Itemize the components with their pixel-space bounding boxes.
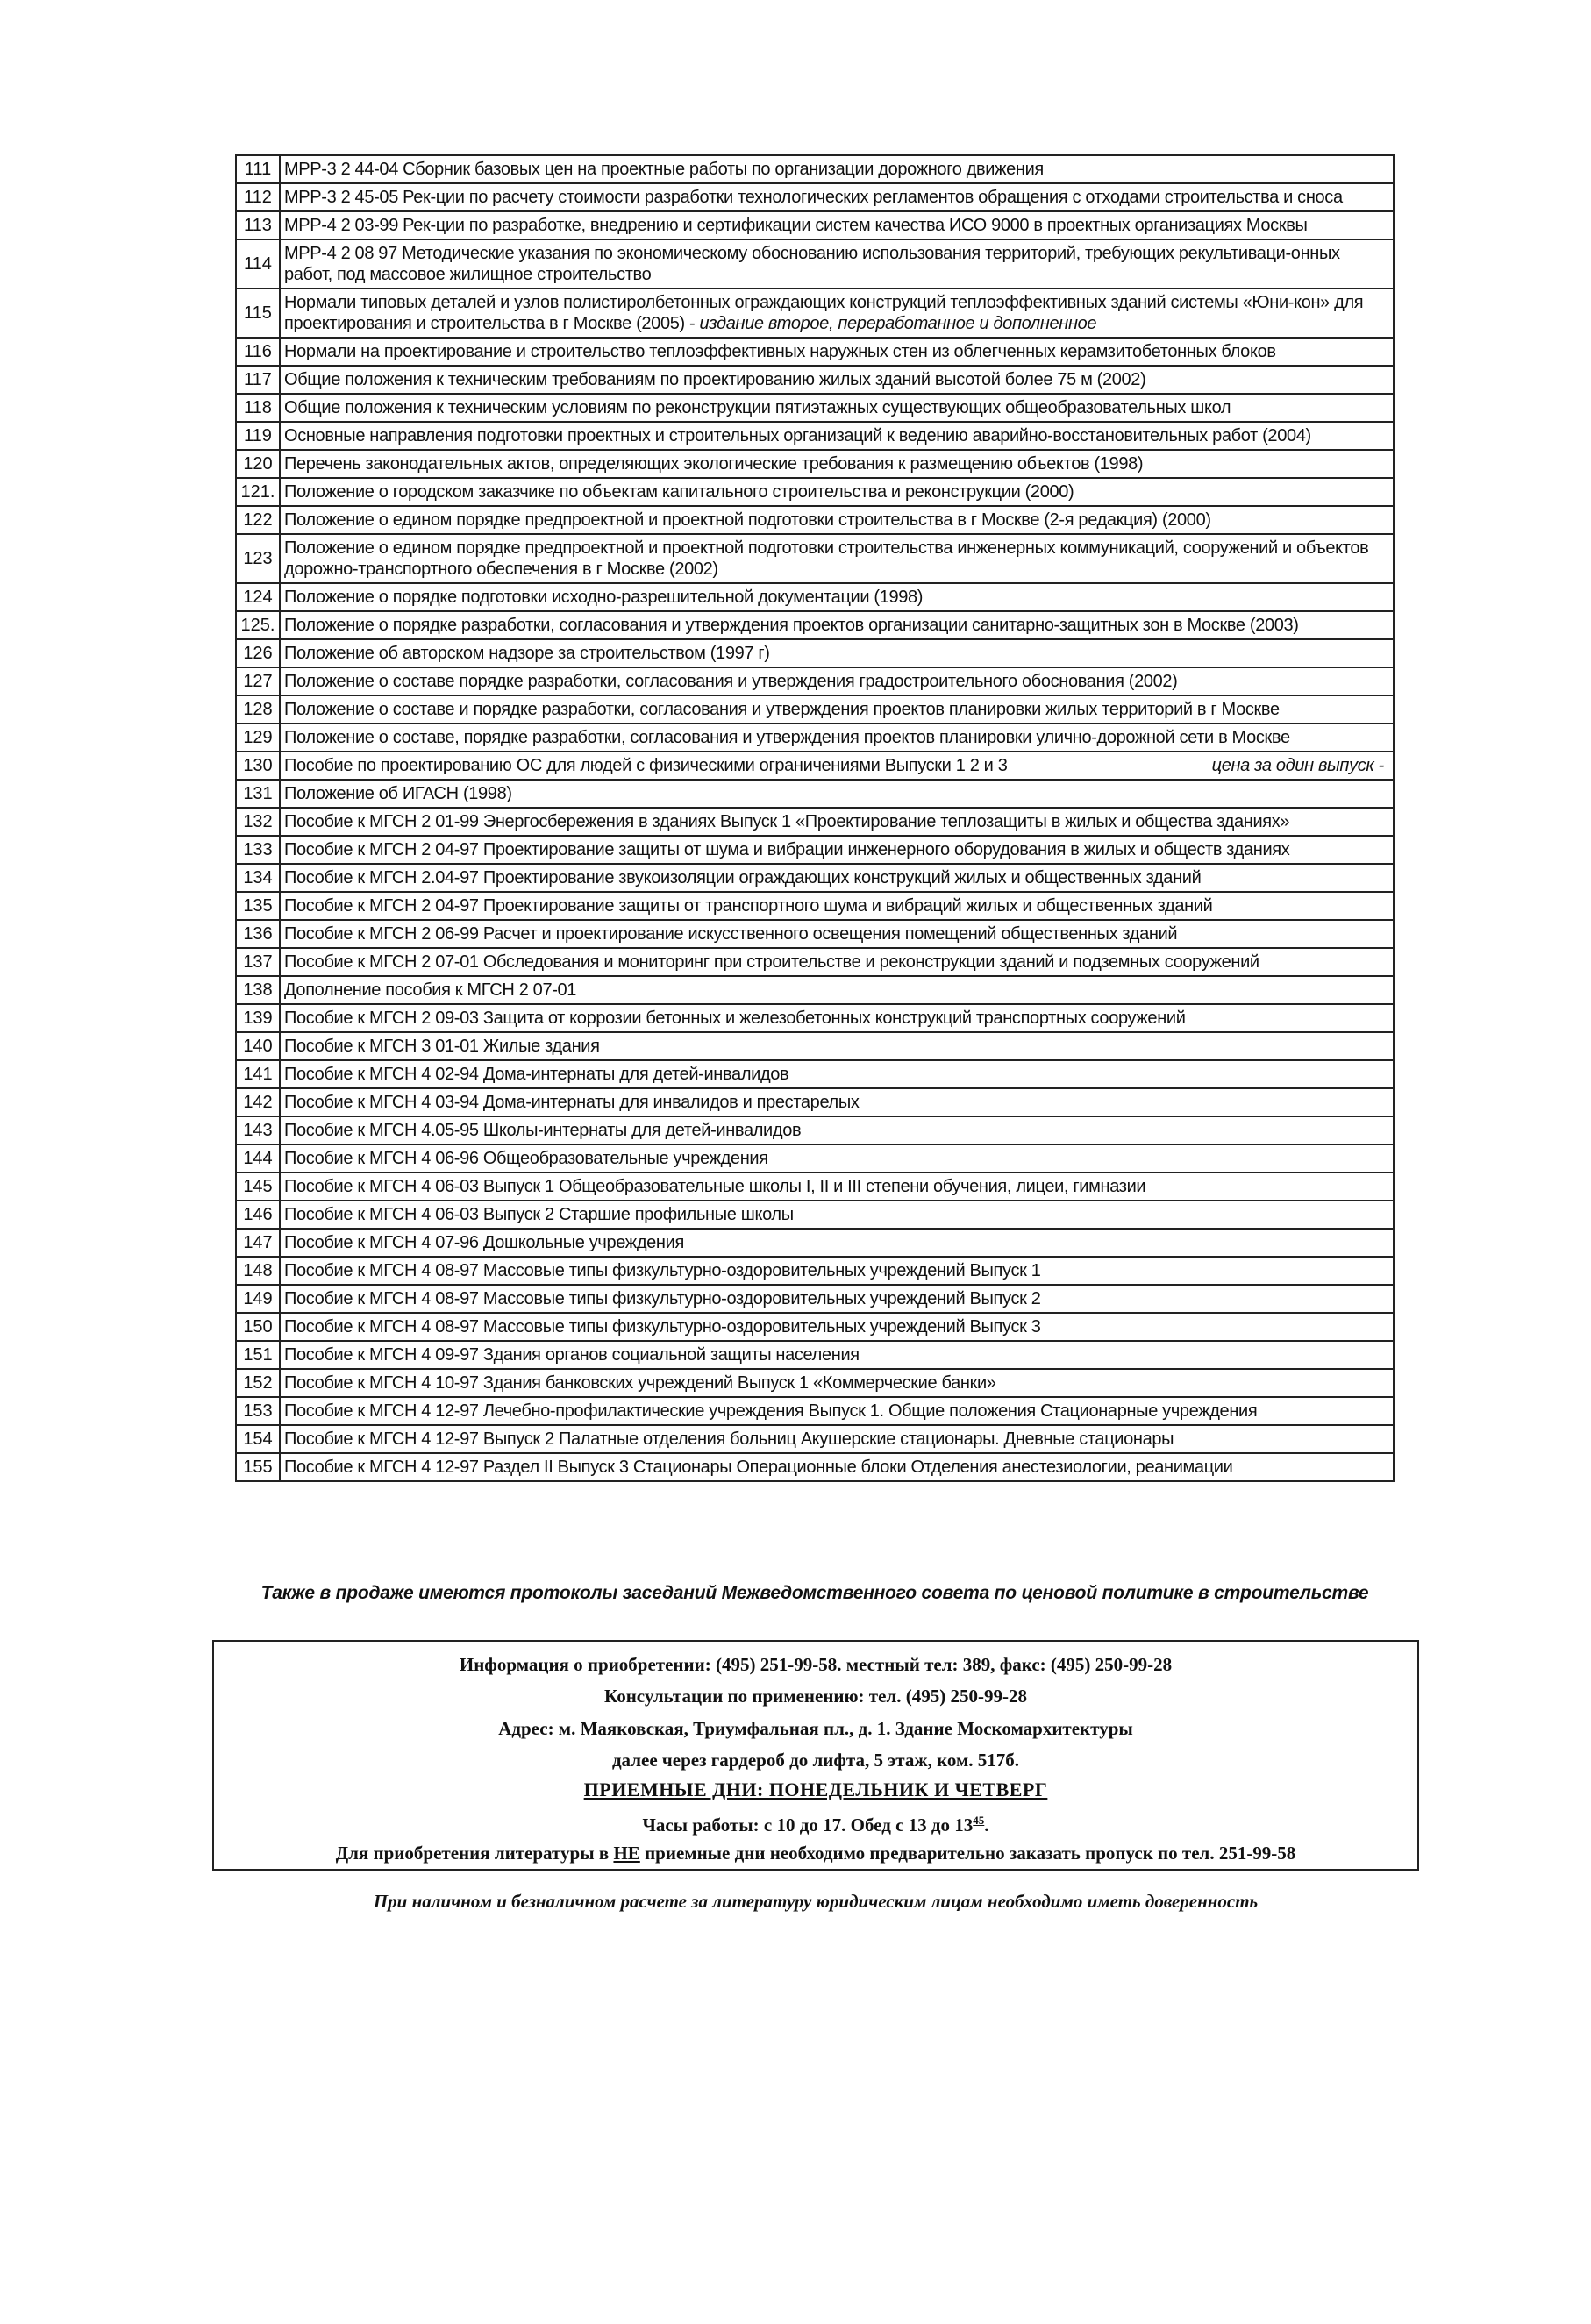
table-row [236, 836, 1394, 864]
item-title: Положение о составе порядке разработки, согласования и утверждения градостроительного обоснования (2002) [284, 672, 1178, 691]
item-number: 149 [236, 1285, 280, 1313]
table-row [236, 1453, 1394, 1481]
item-title-cell [280, 667, 1394, 695]
item-title: Пособие к МГСН 4 07-96 Дошкольные учреждения [284, 1233, 684, 1252]
item-title-cell [280, 1088, 1394, 1116]
item-title-cell [280, 211, 1394, 239]
table-row [236, 534, 1394, 583]
item-number: 151 [236, 1341, 280, 1369]
footer-note: При наличном и безналичном расчете за литературу юридическим лицам необходимо иметь доверенность [373, 1891, 1259, 1912]
info-pass-post: приемные дни необходимо предварительно заказать пропуск по тел. 251-99-58 [639, 1843, 1296, 1864]
item-number: 129 [236, 724, 280, 752]
item-number: 112 [236, 183, 280, 211]
table-row [236, 1201, 1394, 1229]
item-number: 139 [236, 1004, 280, 1032]
table-row [236, 920, 1394, 948]
item-title-cell [280, 1060, 1394, 1088]
item-title: Общие положения к техническим требованиям по проектированию жилых зданий высотой более 75 м (2002) [284, 370, 1146, 389]
table-row [236, 752, 1394, 780]
item-number: 130 [236, 752, 280, 780]
item-number: 135 [236, 892, 280, 920]
item-title-cell [280, 976, 1394, 1004]
table-row [236, 1257, 1394, 1285]
info-consult-line: Консультации по применению: тел. (495) 250-99-28 [604, 1686, 1027, 1707]
item-title: Пособие к МГСН 2 07-01 Обследования и мониторинг при строительстве и реконструкции зданий и подземных сооружений [284, 952, 1259, 972]
item-title-cell [280, 450, 1394, 478]
item-title-cell [280, 864, 1394, 892]
item-title-cell [280, 583, 1394, 611]
item-title: Пособие к МГСН 3 01-01 Жилые здания [284, 1037, 600, 1056]
table-row [236, 892, 1394, 920]
info-hours-text: Часы работы: с 10 до 17. Обед с 13 до 13 [642, 1814, 974, 1836]
item-number: 111 [236, 155, 280, 183]
item-title-cell [280, 920, 1394, 948]
item-title: МРР-3 2 45-05 Рек-ции по расчету стоимости разработки технологических регламентов обращения с отходами строительства и сноса [284, 188, 1343, 207]
item-title-cell [280, 239, 1394, 289]
item-number: 117 [236, 366, 280, 394]
table-row [236, 1285, 1394, 1313]
table-row [236, 1032, 1394, 1060]
table-row [236, 695, 1394, 724]
item-title-cell [280, 1173, 1394, 1201]
item-title: МРР-4 2 03-99 Рек-ции по разработке, внедрению и сертификации систем качества ИСО 9000 в проектных организациях Москвы [284, 216, 1308, 235]
item-title: Пособие к МГСН 4 12-97 Раздел II Выпуск 3 Стационары Операционные блоки Отделения анестезиологии, реанимации [284, 1458, 1233, 1477]
item-title-cell [280, 1285, 1394, 1313]
item-title-cell [280, 639, 1394, 667]
item-title: Пособие к МГСН 4 06-96 Общеобразовательные учреждения [284, 1149, 768, 1168]
item-title-cell [280, 422, 1394, 450]
table-row [236, 611, 1394, 639]
item-title-cell [280, 836, 1394, 864]
item-title-cell [280, 1004, 1394, 1032]
item-number: 134 [236, 864, 280, 892]
item-title: Положение о городском заказчике по объектам капитального строительства и реконструкции (2000) [284, 482, 1074, 502]
item-title-cell [280, 1369, 1394, 1397]
table-row [236, 667, 1394, 695]
item-title-cell [280, 1397, 1394, 1425]
item-title: МРР-4 2 08 97 Методические указания по экономическому обоснованию использования территорий, требующих рекультиваци-онных работ, под массовое жилищное строительство [284, 244, 1340, 284]
item-title-cell [280, 611, 1394, 639]
table-row [236, 724, 1394, 752]
item-title: Дополнение пособия к МГСН 2 07-01 [284, 980, 577, 1000]
table-row [236, 155, 1394, 183]
item-title: Положение о составе, порядке разработки, согласования и утверждения проектов планировки улично-дорожной сети в Москве [284, 728, 1290, 747]
item-number: 115 [236, 289, 280, 338]
item-number: 113 [236, 211, 280, 239]
item-number: 131 [236, 780, 280, 808]
item-number: 114 [236, 239, 280, 289]
item-number: 138 [236, 976, 280, 1004]
table-row [236, 289, 1394, 338]
item-title: Пособие к МГСН 4 06-03 Выпуск 1 Общеобразовательные школы I, II и III степени обучения, лицеи, гимназии [284, 1177, 1146, 1196]
item-title-cell [280, 1229, 1394, 1257]
info-purchase-line: Информация о приобретении: (495) 251-99-58. местный тел: 389, факс: (495) 250-99-28 [459, 1654, 1173, 1675]
item-number: 121. [236, 478, 280, 506]
item-title: Пособие к МГСН 4 08-97 Массовые типы физкультурно-оздоровительных учреждений Выпуск 3 [284, 1317, 1041, 1337]
item-title: Пособие к МГСН 4 08-97 Массовые типы физкультурно-оздоровительных учреждений Выпуск 2 [284, 1289, 1041, 1308]
item-title: Общие положения к техническим условиям по реконструкции пятиэтажных существующих общеобразовательных школ [284, 398, 1231, 417]
item-number: 142 [236, 1088, 280, 1116]
item-title: Пособие к МГСН 4 08-97 Массовые типы физкультурно-оздоровительных учреждений Выпуск 1 [284, 1261, 1041, 1280]
item-title-cell [280, 1144, 1394, 1173]
table-row [236, 338, 1394, 366]
item-number: 120 [236, 450, 280, 478]
table-row [236, 1088, 1394, 1116]
item-number: 119 [236, 422, 280, 450]
item-title-cell [280, 780, 1394, 808]
item-title: МРР-3 2 44-04 Сборник базовых цен на проектные работы по организации дорожного движения [284, 160, 1044, 179]
item-title: Положение о порядке подготовки исходно-разрешительной документации (1998) [284, 588, 924, 607]
table-row [236, 1004, 1394, 1032]
table-row [236, 450, 1394, 478]
item-title-cell [280, 394, 1394, 422]
table-row [236, 1173, 1394, 1201]
item-title-cell [280, 1341, 1394, 1369]
info-pass-ne: НЕ [613, 1843, 640, 1864]
item-number: 148 [236, 1257, 280, 1285]
item-title: Пособие к МГСН 2 01-99 Энергосбережения в зданиях Выпуск 1 «Проектирование теплозащиты в жилых и общества зданиях» [284, 812, 1290, 831]
item-title: Пособие к МГСН 4.05-95 Школы-интернаты для детей-инвалидов [284, 1121, 802, 1140]
item-number: 147 [236, 1229, 280, 1257]
table-row [236, 948, 1394, 976]
item-title: Положение о едином порядке предпроектной и проектной подготовки строительства инженерных коммуникаций, сооружений и объектов дорожно-транспортного обеспечения в г Москве (2002) [284, 538, 1369, 579]
item-number: 133 [236, 836, 280, 864]
table-row [236, 394, 1394, 422]
info-pass-pre: Для приобретения литературы в [335, 1843, 614, 1864]
table-row [236, 1397, 1394, 1425]
table-row [236, 808, 1394, 836]
info-hours-end: . [984, 1814, 989, 1836]
item-title: Пособие по проектированию ОС для людей с физическими ограничениями Выпуски 1 2 и 3 [284, 756, 1008, 775]
price-list-body [236, 155, 1394, 1481]
table-row [236, 1425, 1394, 1453]
item-title-cell [280, 338, 1394, 366]
item-title: Пособие к МГСН 4 02-94 Дома-интернаты для детей-инвалидов [284, 1065, 789, 1084]
item-number: 123 [236, 534, 280, 583]
item-title: Пособие к МГСН 2 04-97 Проектирование защиты от транспортного шума и вибраций жилых и общественных зданий [284, 896, 1213, 916]
item-title: Положение о порядке разработки, согласования и утверждения проектов организации санитарно-защитных зон в Москве (2003) [284, 616, 1299, 635]
item-title-cell [280, 892, 1394, 920]
item-title-cell [280, 534, 1394, 583]
item-title-cell [280, 183, 1394, 211]
table-row [236, 583, 1394, 611]
item-title-cell [280, 948, 1394, 976]
item-title: Основные направления подготовки проектных и строительных организаций к ведению аварийно-восстановительных работ (2004) [284, 426, 1311, 446]
table-row [236, 1229, 1394, 1257]
item-title: Пособие к МГСН 4 10-97 Здания банковских учреждений Выпуск 1 «Коммерческие банки» [284, 1373, 996, 1393]
table-row [236, 366, 1394, 394]
table-row [236, 976, 1394, 1004]
item-title: Нормали на проектирование и строительство теплоэффективных наружных стен из облегченных керамзитобетонных блоков [284, 342, 1276, 361]
table-row [236, 1369, 1394, 1397]
item-title-cell [280, 366, 1394, 394]
table-row [236, 211, 1394, 239]
table-row [236, 1341, 1394, 1369]
table-row [236, 422, 1394, 450]
item-number: 154 [236, 1425, 280, 1453]
table-row [236, 864, 1394, 892]
item-title-cell [280, 1116, 1394, 1144]
item-title: Пособие к МГСН 4 12-97 Выпуск 2 Палатные отделения больниц Акушерские стационары. Дневные стационары [284, 1429, 1174, 1449]
table-row [236, 506, 1394, 534]
info-hours-line [214, 1808, 1417, 1837]
item-number: 118 [236, 394, 280, 422]
info-directions-line: далее через гардероб до лифта, 5 этаж, ком. 517б. [611, 1750, 1020, 1771]
item-number: 126 [236, 639, 280, 667]
info-reception-days: ПРИЕМНЫЕ ДНИ: ПОНЕДЕЛЬНИК И ЧЕТВЕРГ [583, 1779, 1048, 1800]
item-title: Положение об авторском надзоре за строительством (1997 г) [284, 644, 770, 663]
item-title-cell [280, 1201, 1394, 1229]
price-list-table [235, 154, 1395, 1482]
table-row [236, 1116, 1394, 1144]
item-number: 127 [236, 667, 280, 695]
info-hours-minutes: 45 [973, 1814, 985, 1827]
item-title: Перечень законодательных актов, определяющих экологические требования к размещению объектов (1998) [284, 454, 1144, 474]
info-pass-line [214, 1841, 1417, 1865]
item-number: 143 [236, 1116, 280, 1144]
item-title: Нормали типовых деталей и узлов полистиролбетонных ограждающих конструкций теплоэффективных зданий системы «Юни-кон» для проектирования и строительства в г Москве (2005) - [284, 293, 1364, 333]
item-number: 153 [236, 1397, 280, 1425]
item-number: 150 [236, 1313, 280, 1341]
item-number: 124 [236, 583, 280, 611]
table-row [236, 1144, 1394, 1173]
item-number: 122 [236, 506, 280, 534]
info-box [212, 1640, 1419, 1871]
item-title-cell [280, 1257, 1394, 1285]
item-title: Пособие к МГСН 2.04-97 Проектирование звукоизоляции ограждающих конструкций жилых и общественных зданий [284, 868, 1202, 888]
table-row [236, 639, 1394, 667]
item-number: 141 [236, 1060, 280, 1088]
item-title-cell [280, 1032, 1394, 1060]
item-price-note: цена за один выпуск - [1211, 756, 1384, 775]
item-title-cell [280, 1453, 1394, 1481]
info-address-line: Адрес: м. Маяковская, Триумфальная пл., д. 1. Здание Москомархитектуры [498, 1718, 1133, 1739]
item-title-cell [280, 695, 1394, 724]
table-row [236, 1313, 1394, 1341]
item-number: 140 [236, 1032, 280, 1060]
item-title: Пособие к МГСН 2 06-99 Расчет и проектирование искусственного освещения помещений общественных зданий [284, 924, 1178, 944]
item-number: 146 [236, 1201, 280, 1229]
item-title-cell [280, 289, 1394, 338]
item-title-cell [280, 478, 1394, 506]
table-row [236, 1060, 1394, 1088]
item-title-cell [280, 155, 1394, 183]
table-row [236, 478, 1394, 506]
item-number: 132 [236, 808, 280, 836]
item-title: Пособие к МГСН 2 09-03 Защита от коррозии бетонных и железобетонных конструкций транспортных сооружений [284, 1009, 1186, 1028]
item-number: 144 [236, 1144, 280, 1173]
item-title: Пособие к МГСН 4 09-97 Здания органов социальной защиты населения [284, 1345, 860, 1365]
item-title-cell [280, 808, 1394, 836]
item-number: 152 [236, 1369, 280, 1397]
item-title: Положение о едином порядке предпроектной и проектной подготовки строительства в г Москве (2-я редакция) (2000) [284, 510, 1211, 530]
item-number: 128 [236, 695, 280, 724]
also-available-note: Также в продаже имеются протоколы заседаний Межведомственного совета по ценовой политике в строительстве [260, 1583, 1369, 1603]
table-row [236, 183, 1394, 211]
item-title: Пособие к МГСН 4 03-94 Дома-интернаты для инвалидов и престарелых [284, 1093, 860, 1112]
table-row [236, 780, 1394, 808]
item-title: Положение об ИГАСН (1998) [284, 784, 512, 803]
item-number: 116 [236, 338, 280, 366]
item-title-cell [280, 506, 1394, 534]
item-title: Пособие к МГСН 2 04-97 Проектирование защиты от шума и вибрации инженерного оборудования в жилых и обществ зданиях [284, 840, 1290, 859]
item-number: 137 [236, 948, 280, 976]
item-title-cell [280, 1313, 1394, 1341]
table-row [236, 239, 1394, 289]
item-number: 145 [236, 1173, 280, 1201]
item-title: Положение о составе и порядке разработки, согласования и утверждения проектов планировки жилых территорий в г Москве [284, 700, 1280, 719]
item-number: 136 [236, 920, 280, 948]
item-title: Пособие к МГСН 4 06-03 Выпуск 2 Старшие профильные школы [284, 1205, 794, 1224]
item-title: Пособие к МГСН 4 12-97 Лечебно-профилактические учреждения Выпуск 1. Общие положения Стационарные учреждения [284, 1401, 1258, 1421]
item-title-cell [280, 752, 1394, 780]
item-title-cell [280, 1425, 1394, 1453]
item-number: 155 [236, 1453, 280, 1481]
item-number: 125. [236, 611, 280, 639]
item-edition-note: издание второе, переработанное и дополненное [699, 314, 1097, 333]
item-title-cell [280, 724, 1394, 752]
